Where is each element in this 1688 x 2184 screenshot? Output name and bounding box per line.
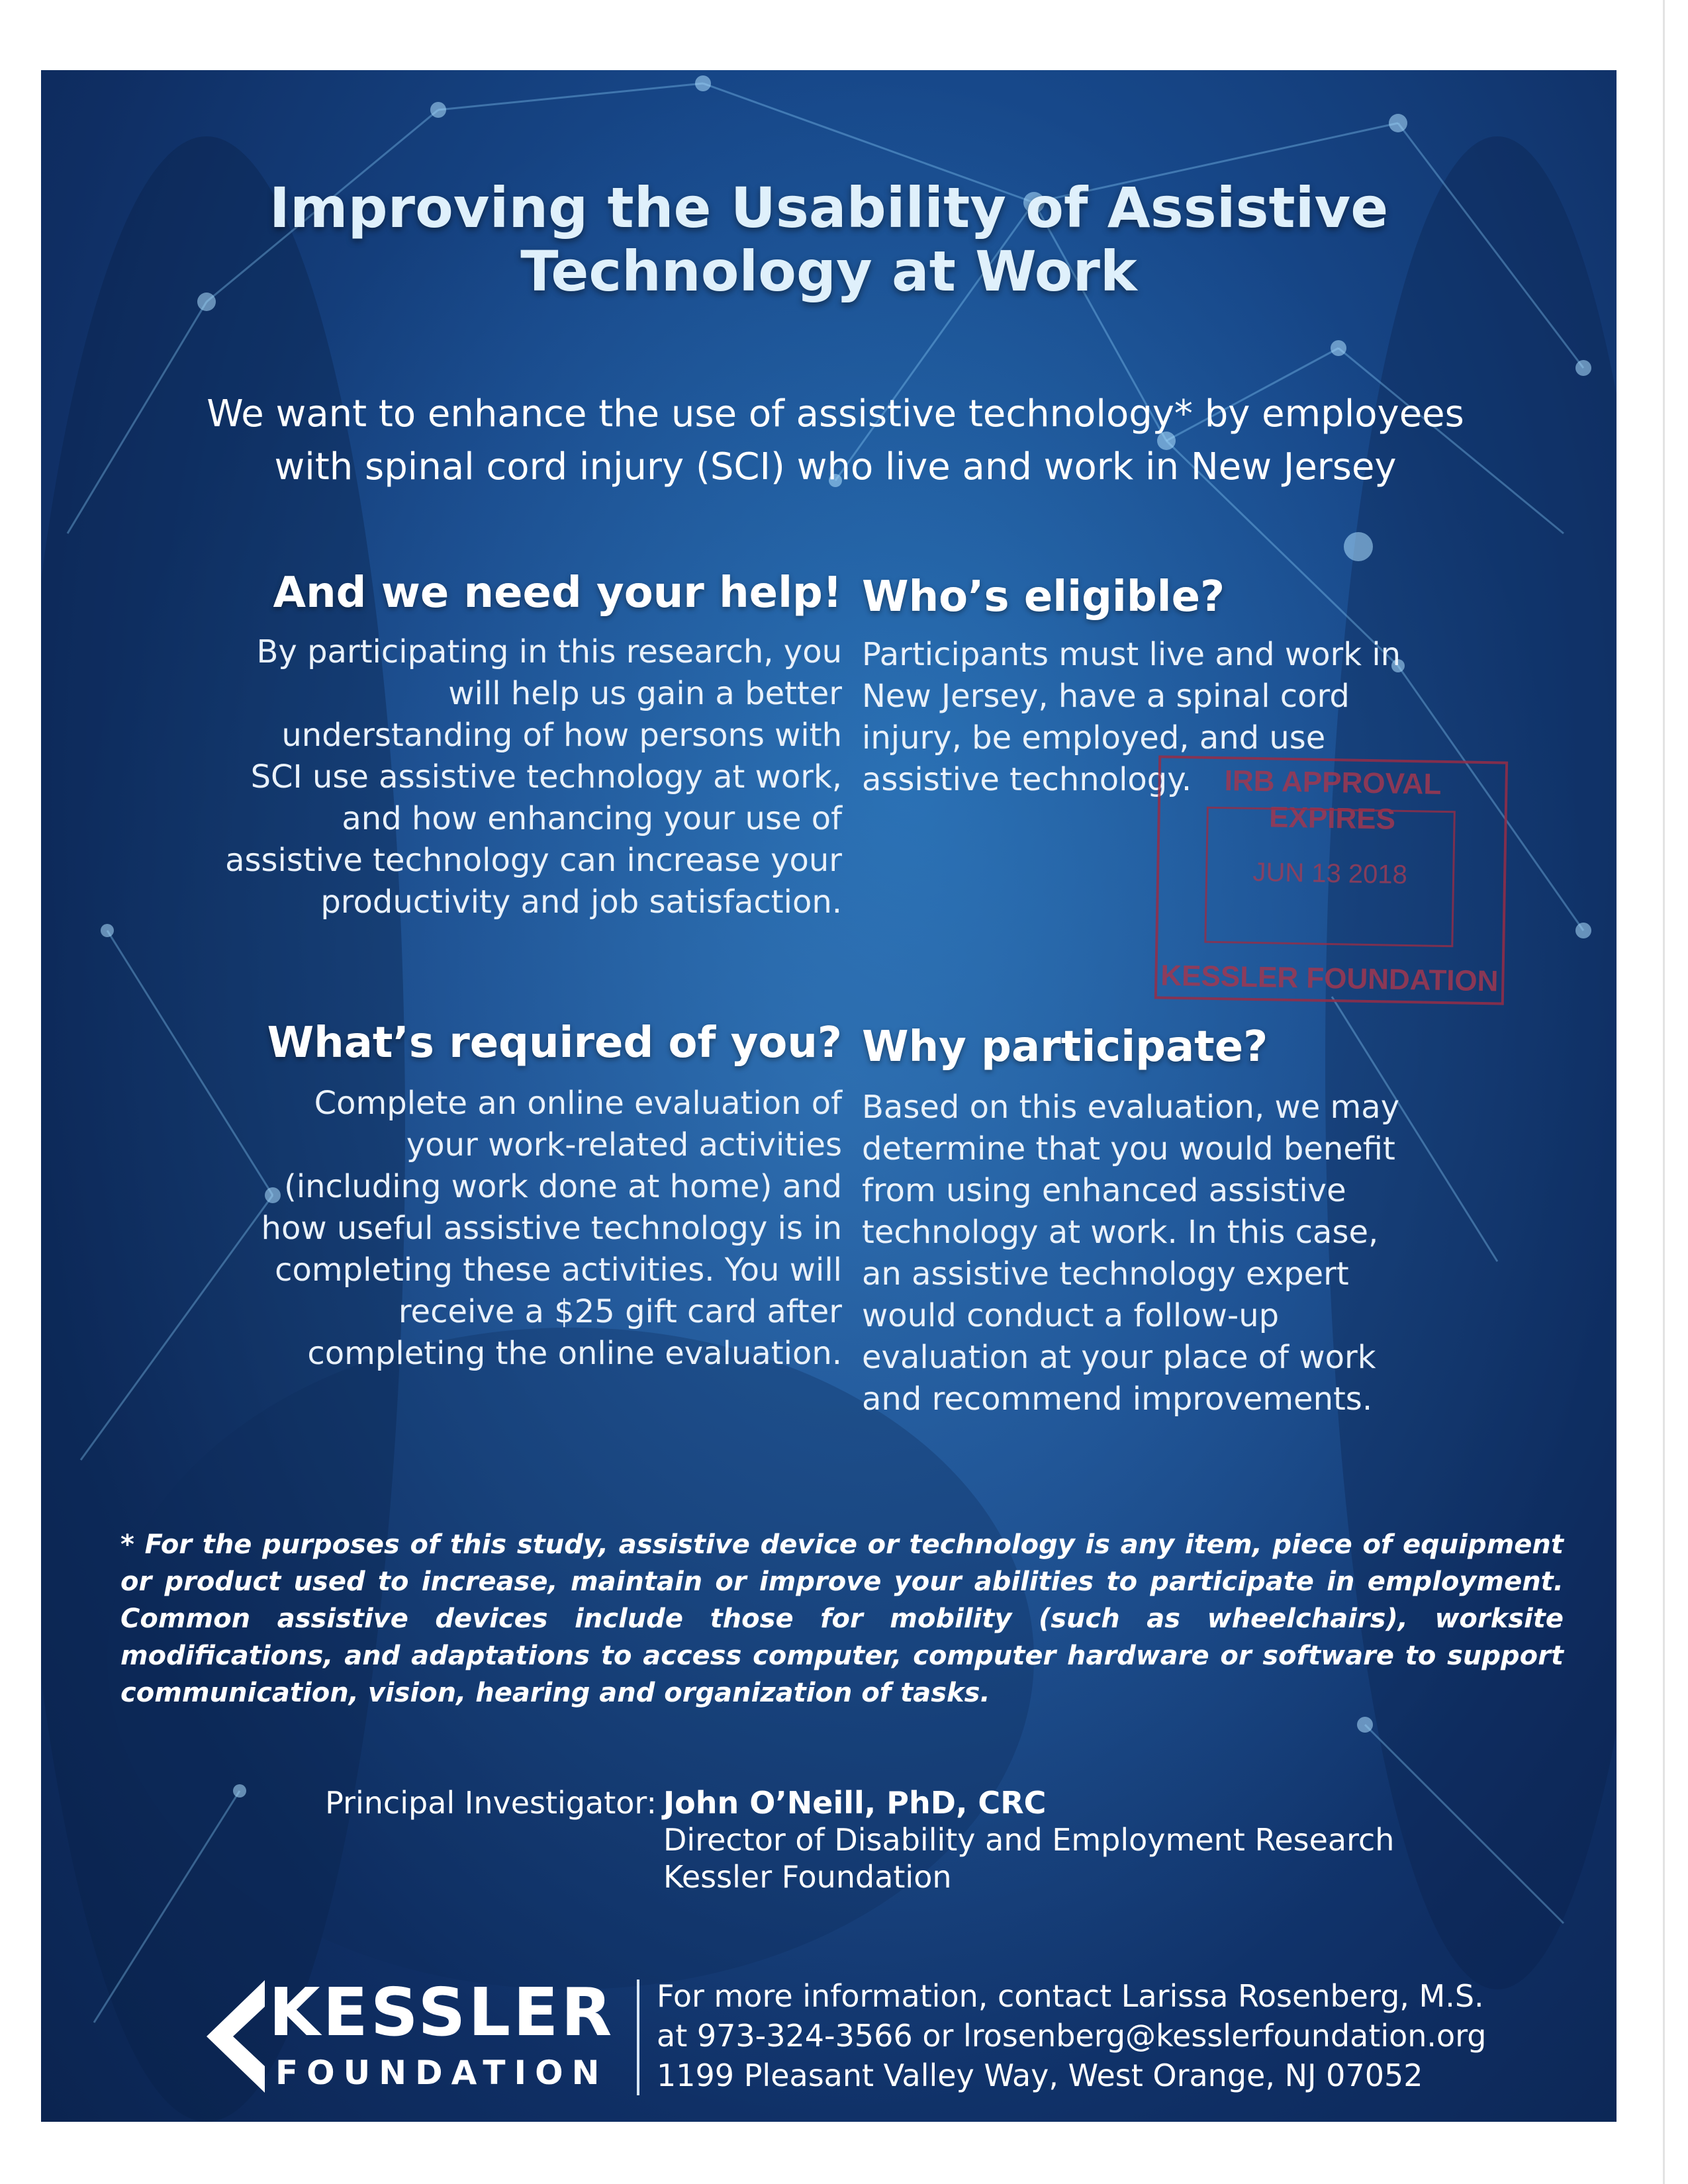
contact-line-2: at 973-324-3566 or lrosenberg@kesslerfoundation.org (657, 2018, 1487, 2054)
why-body: Based on this evaluation, we may determine that you would benefit from using enhanced assistive technology at work. In this case, an assistive technology expert would conduct a follow-up evaluation at your place of work and recommend improvements. (862, 1089, 1400, 1418)
help-body: By participating in this research, you will help us gain a better understanding of how persons with SCI use assistive technology at work, and how enhancing your use of assistive technology can increase your productivity and job satisfaction. (225, 633, 842, 921)
logo-subtext: FOUNDATION (275, 2054, 608, 2092)
required-heading: What’s required of you? (267, 1019, 842, 1068)
flyer-subtitle: We want to enhance the use of assistive technology* by employees with spinal cord injury (SCI) who live and work in New Jersey (207, 392, 1464, 488)
contact-line-3: 1199 Pleasant Valley Way, West Orange, NJ 07052 (657, 2058, 1423, 2093)
title-line-2: Technology at Work (520, 239, 1137, 304)
eligible-body: Participants must live and work in New Jersey, have a spinal cord injury, be employed, and use assistive technology. (862, 636, 1401, 798)
why-heading: Why participate? (862, 1023, 1268, 1071)
flyer-background (41, 70, 1617, 2122)
investigator-organization: Kessler Foundation (663, 1859, 952, 1895)
contact-line-1: For more information, contact Larissa Rosenberg, M.S. (657, 1978, 1484, 2014)
assistive-technology-footnote: * For the purposes of this study, assistive device or technology is any item, piece of equipment or product used to increase, maintain or improve your abilities to participate in employment. Common assistive devices include those for mobility (such as wheelchairs), worksite modifications, and adaptations to access computer, computer hardware or software to support communication, vision, hearing and organization of tasks. (120, 1529, 1564, 1708)
stamp-date-box (1204, 807, 1456, 948)
page-edge-rule (1663, 0, 1665, 2184)
kessler-chevron-icon (207, 1980, 266, 2093)
investigator-name: John O’Neill, PhD, CRC (663, 1785, 1047, 1821)
principal-investigator-details (663, 1784, 1524, 1895)
kessler-foundation-logo (207, 1976, 657, 2095)
stamp-top-text: IRB APPROVAL EXPIRES (1224, 764, 1442, 836)
eligible-heading: Who’s eligible? (862, 572, 1225, 621)
help-heading: And we need your help! (273, 569, 842, 617)
flyer-title (41, 176, 1617, 303)
required-body: Complete an online evaluation of your work-related activities (including work done at home) and how useful assistive technology is in completing these activities. You will receive a $25 gift card after completing the online evaluation. (261, 1085, 842, 1372)
stamp-date: JUN 13 2018 (1252, 857, 1408, 890)
irb-approval-stamp (1154, 755, 1508, 1005)
title-line-1: Improving the Usability of Assistive (269, 175, 1389, 240)
logo-wordmark: KESSLER (269, 1974, 615, 2051)
principal-investigator-label: Principal Investigator: (325, 1785, 657, 1821)
contact-information (657, 1976, 1504, 2095)
stamp-bottom-text: KESSLER FOUNDATION (1160, 959, 1499, 998)
logo-divider (637, 1979, 639, 2095)
investigator-role: Director of Disability and Employment Research (663, 1822, 1395, 1858)
